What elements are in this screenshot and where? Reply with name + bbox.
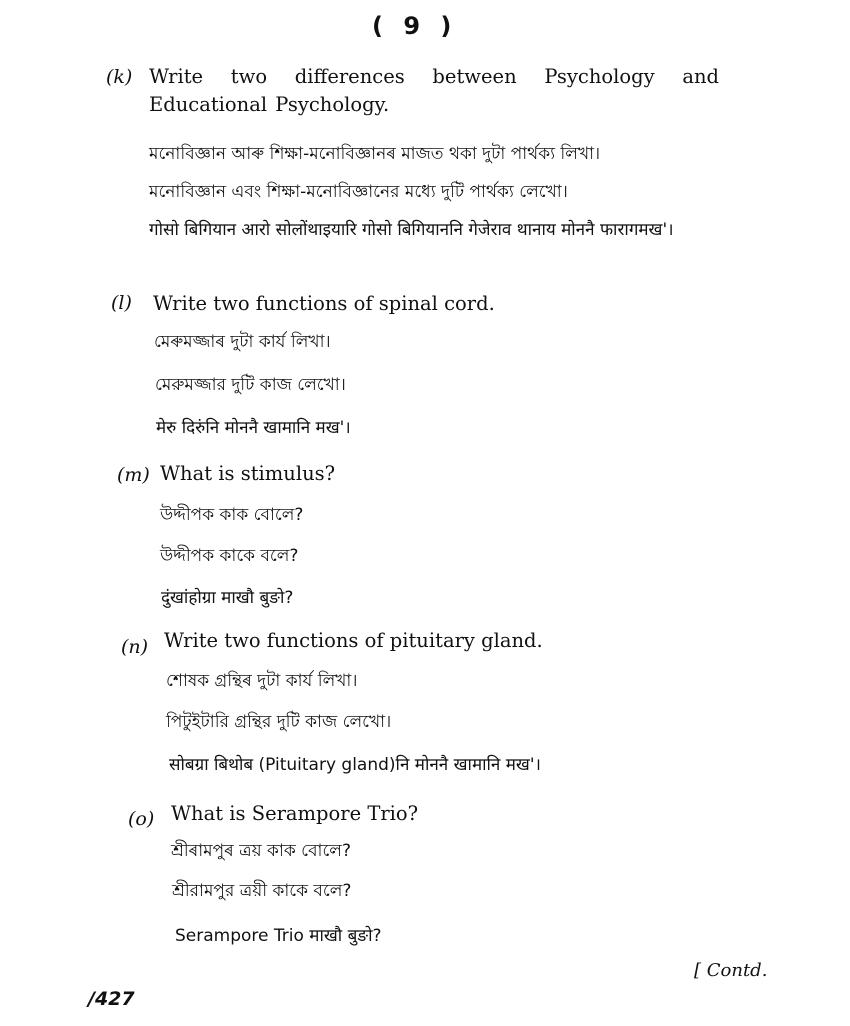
question-k-assamese: মনোবিজ্ঞান আৰু শিক্ষা-মনোবিজ্ঞানৰ মাজত থকা দুটা পাৰ্থক্য লিখা। xyxy=(149,144,601,164)
question-k-text: Write two differences between Psychology and Educational Psychology. xyxy=(149,65,719,116)
question-k-label: (k) xyxy=(106,66,133,88)
question-k-bodo: गोसो बिगियान आरो सोलोंथाइयारि गोसो बिगियाननि गेजेराव थानाय मोननै फारागमख'। xyxy=(149,220,674,240)
page-number: ( 9 ) xyxy=(372,12,458,40)
question-m-assamese: উদ্দীপক কাক বোলে? xyxy=(160,505,304,525)
question-l-label: (l) xyxy=(111,292,132,314)
question-l-assamese: মেৰুমজ্জাৰ দুটা কাৰ্য লিখা। xyxy=(154,332,331,352)
paper-code: /427 xyxy=(88,988,135,1010)
question-m-text: What is stimulus? xyxy=(160,462,336,485)
question-n-label: (n) xyxy=(121,636,149,658)
question-m-bodo: दुंखांहोग्रा माखौ बुङो? xyxy=(161,588,294,608)
question-o-bengali: শ্রীরামপুর ত্রয়ী কাকে বলে? xyxy=(172,881,352,901)
question-m-label: (m) xyxy=(117,464,150,486)
question-l-bodo: मेरु दिरुंनि मोननै खामानि मख'। xyxy=(156,418,351,438)
question-l-bengali: মেরুমজ্জার দুটি কাজ লেখো। xyxy=(155,375,346,395)
question-n-bengali: পিটুইটারি গ্রন্থির দুটি কাজ লেখো। xyxy=(166,712,392,732)
question-o-text: What is Serampore Trio? xyxy=(171,802,419,825)
question-n-bodo: सोबग्रा बिथोब (Pituitary gland)नि मोननै खामानि मख'। xyxy=(169,755,541,775)
question-m-bengali: উদ্দীপক কাকে বলে? xyxy=(160,546,299,566)
question-o-label: (o) xyxy=(128,808,155,830)
question-o-assamese: শ্ৰীৰামপুৰ ত্ৰয় কাক বোলে? xyxy=(171,841,351,861)
question-o-bodo: Serampore Trio माखौ बुङो? xyxy=(175,926,382,946)
contd-marker: [ Contd. xyxy=(694,960,768,981)
question-n-assamese: শোষক গ্ৰন্থিৰ দুটা কাৰ্য লিখা। xyxy=(166,671,358,691)
question-l-text: Write two functions of spinal cord. xyxy=(153,292,495,315)
question-k-bengali: মনোবিজ্ঞান এবং শিক্ষা-মনোবিজ্ঞানের মধ্যে দুটি পার্থক্য লেখো। xyxy=(149,182,568,202)
question-n-text: Write two functions of pituitary gland. xyxy=(164,629,543,652)
